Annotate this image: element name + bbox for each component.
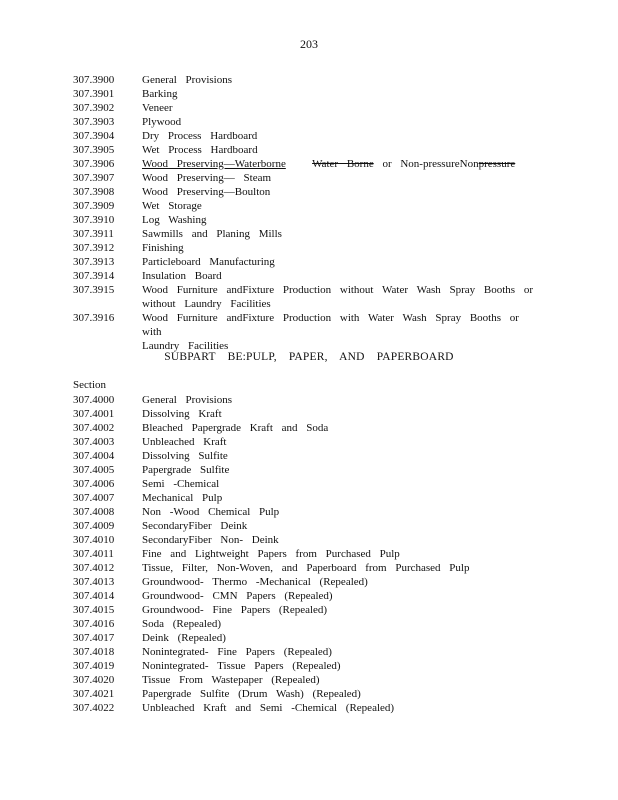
section-title: Dissolving Sulfite [142,450,228,462]
section-title: Wet Storage [142,200,202,212]
section-entry [73,547,533,561]
section-entry [73,603,533,617]
section-entry [73,421,533,435]
section-title-continued: without Laundry Facilities [142,298,271,310]
section-number: 307.3901 [73,88,115,100]
subpart-b-section-list [73,73,533,353]
section-title [142,157,533,171]
section-number: 307.4008 [73,506,115,518]
section-entry [73,157,533,171]
section-entry [73,101,533,115]
section-number: 307.4011 [73,548,114,560]
section-entry [73,701,533,715]
section-entry [73,255,533,269]
section-number: 307.4022 [73,702,115,714]
page-number: 203 [300,37,318,51]
section-title: Barking [142,88,178,100]
section-title: Groundwood- Fine Papers (Repealed) [142,604,328,616]
section-entry [73,645,533,659]
section-title: Semi -Chemical [142,478,220,490]
section-number: 307.3906 [73,158,115,170]
section-title: SecondaryFiber Non- Deink [142,534,279,546]
deleted-text: pressure [478,158,516,170]
section-number: 307.3908 [73,186,115,198]
section-title: Papergrade Sulfite (Drum Wash) (Repealed) [142,688,361,700]
section-number: 307.3913 [73,256,115,268]
section-entry [73,435,533,449]
section-entry [73,617,533,631]
section-title: Wood Preserving— Steam [142,172,272,184]
section-number: 307.4005 [73,464,115,476]
section-entry [73,533,533,547]
section-entry [73,311,533,353]
section-title: Papergrade Sulfite [142,464,230,476]
section-number: 307.4012 [73,562,115,574]
title-text: Non [459,158,479,170]
deleted-text: Water Borne [312,158,374,170]
section-entry [73,561,533,575]
section-number: 307.4014 [73,590,115,602]
section-entry [73,589,533,603]
subpart-heading: SUBPART BE:PULP, PAPER, AND PAPERBOARD [164,351,454,363]
section-title: Non -Wood Chemical Pulp [142,506,280,518]
section-title: Nonintegrated- Tissue Papers (Repealed) [142,660,341,672]
section-title: Log Washing [142,214,207,226]
section-title: Particleboard Manufacturing [142,256,275,268]
section-title: Dissolving Kraft [142,408,222,420]
section-entry [73,449,533,463]
section-number: 307.3909 [73,200,115,212]
section-entry [73,477,533,491]
section-entry [73,283,533,311]
section-title: Deink (Repealed) [142,632,226,644]
section-entry [73,115,533,129]
section-number: 307.4003 [73,436,115,448]
section-title: General Provisions [142,74,233,86]
section-title-continued: Laundry Facilities [142,340,229,352]
section-number: 307.4021 [73,688,115,700]
section-title: Wood Preserving—Boulton [142,186,271,198]
section-entry [73,407,533,421]
section-title: Plywood [142,116,182,128]
section-title: Wood Furniture andFixture Production without Water Wash Spray Booths or [142,284,533,296]
section-title: Finishing [142,242,184,254]
section-entry [73,199,533,213]
section-number: 307.3902 [73,102,115,114]
section-number: 307.4013 [73,576,115,588]
section-entry [73,87,533,101]
section-title: Dry Process Hardboard [142,130,258,142]
section-number: 307.4001 [73,408,115,420]
section-entry [73,227,533,241]
section-number: 307.3904 [73,130,115,142]
section-title: Nonintegrated- Fine Papers (Repealed) [142,646,332,658]
section-title: Wet Process Hardboard [142,144,258,156]
section-title: Bleached Papergrade Kraft and Soda [142,422,329,434]
section-number: 307.4004 [73,450,115,462]
section-title: Tissue From Wastepaper (Repealed) [142,674,320,686]
section-entry [73,185,533,199]
section-number: 307.3916 [73,312,115,324]
section-entry [73,241,533,255]
section-entry [73,505,533,519]
subpart-be-section-list [73,393,533,715]
section-title: Insulation Board [142,270,222,282]
section-number: 307.4010 [73,534,115,546]
section-number: 307.4020 [73,674,115,686]
section-title: Unbleached Kraft and Semi -Chemical (Repealed) [142,702,395,714]
section-title: Groundwood- Thermo -Mechanical (Repealed) [142,576,368,588]
section-label: Section [73,379,106,391]
section-title: Fine and Lightweight Papers from Purchased Pulp [142,548,400,560]
section-number: 307.4019 [73,660,115,672]
section-number: 307.3911 [73,228,114,240]
section-number: 307.3900 [73,74,115,86]
section-number: 307.4017 [73,632,115,644]
section-number: 307.3915 [73,284,115,296]
section-number: 307.3907 [73,172,115,184]
section-title: Mechanical Pulp [142,492,223,504]
section-entry [73,659,533,673]
section-title: Veneer [142,102,173,114]
section-title: Soda (Repealed) [142,618,221,630]
section-title: Groundwood- CMN Papers (Repealed) [142,590,333,602]
section-title: Tissue, Filter, Non-Woven, and Paperboard from Purchased Pulp [142,562,470,574]
section-number: 307.4018 [73,646,115,658]
section-title: Wood Furniture andFixture Production with Water Wash Spray Booths or with [142,312,519,338]
section-number: 307.4016 [73,618,115,630]
section-title: General Provisions [142,394,233,406]
section-entry [73,393,533,407]
section-entry [73,491,533,505]
section-number: 307.3905 [73,144,115,156]
title-text: Wood Preserving—Waterborne [142,158,286,170]
section-entry [73,575,533,589]
section-number: 307.3903 [73,116,115,128]
section-number: 307.4009 [73,520,115,532]
section-entry [73,673,533,687]
section-entry [73,269,533,283]
section-entry [73,519,533,533]
section-number: 307.4000 [73,394,115,406]
section-entry [73,213,533,227]
section-number: 307.4002 [73,422,115,434]
section-title: Sawmills and Planing Mills [142,228,282,240]
section-entry [73,171,533,185]
section-number: 307.3912 [73,242,115,254]
section-entry [73,129,533,143]
section-number: 307.3914 [73,270,115,282]
title-text: or Non-pressure [373,158,460,170]
section-entry [73,687,533,701]
section-entry [73,631,533,645]
section-number: 307.4015 [73,604,115,616]
section-number: 307.4006 [73,478,115,490]
section-title: Unbleached Kraft [142,436,227,448]
section-entry [73,143,533,157]
section-number: 307.4007 [73,492,115,504]
section-entry [73,73,533,87]
section-number: 307.3910 [73,214,115,226]
section-entry [73,463,533,477]
section-title: SecondaryFiber Deink [142,520,248,532]
